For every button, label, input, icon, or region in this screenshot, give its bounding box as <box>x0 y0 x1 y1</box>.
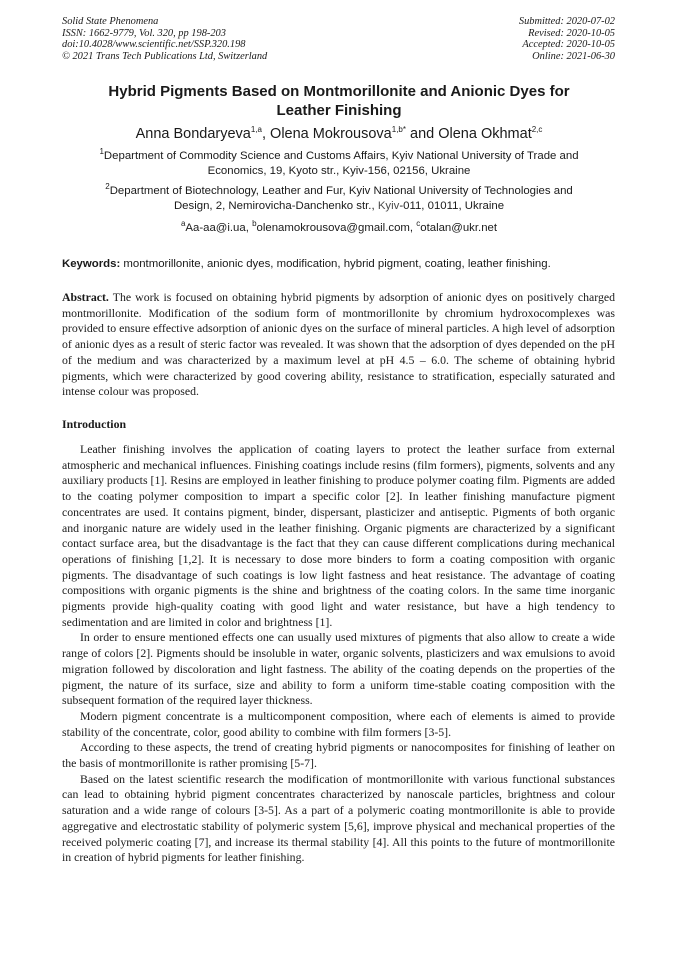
author-separator: and <box>405 126 439 142</box>
title-line-2: Leather Finishing <box>276 102 402 119</box>
affiliation-1 <box>62 149 616 180</box>
journal-doi: doi:10.4028/www.scientific.net/SSP.320.198 <box>62 39 246 51</box>
email-address: otalan@ukr.net <box>420 222 498 234</box>
email-address: Aa-aa@i.ua, <box>185 222 253 234</box>
affiliation-city: Kyiv <box>377 200 400 213</box>
paragraph: Based on the latest scientific research the modification of montmorillonite with various functional substances can lead to obtaining hybrid pigment concentrates characterized by nanoscale particles, brightness and colour saturation and a wide range of colours [3-5]. As a part of a polymeric coating montmorillonite is able to provide aggregative and electrostatic stability of polymeric system [5,6], improve physical and mechanical properties of the received polymeric coating [7], and increase its thermal stability [4]. All this points to the future of montmorillonite in creation of hybrid pigments for leather finishing. <box>62 771 615 865</box>
journal-copyright: © 2021 Trans Tech Publications Ltd, Switzerland <box>62 50 268 62</box>
paragraph: According to these aspects, the trend of creating hybrid pigments or nanocomposites for finishing of leather on the basis of montmorillonite is rather promising [5-7]. <box>62 740 615 771</box>
affiliation-text: Department of Biotechnology, Leather and Fur, Kyiv National University of Technologies and <box>109 185 573 197</box>
publication-dates <box>519 16 615 62</box>
keywords <box>62 257 622 272</box>
keywords-label: Keywords: <box>62 258 121 270</box>
email-mark: b <box>252 219 257 229</box>
paragraph: In order to ensure mentioned effects one can usually used mixtures of pigments that also allow to create a wide range of colors [2]. Pigments should be insoluble in water, organic solvents, plasticizers and wax emulsions to avoid migration followed by discoloration and light fastness. The ability of the coating depends on the properties of the pigment, the nature of its surface, size and ability to form a uniform time-stable coating composition with the subsequent formation of the required layer thickness. <box>62 630 615 708</box>
affiliation-text: Economics, 19, Kyoto str., Kyiv-156, 02156, Ukraine <box>207 165 471 178</box>
journal-name: Solid State Phenomena <box>62 16 159 27</box>
author-separator: , <box>261 126 271 142</box>
affiliation-2 <box>62 184 616 215</box>
date-submitted: Submitted: 2020-07-02 <box>518 16 615 27</box>
author-affiliation-mark: 1,b* <box>391 125 406 135</box>
affiliation-text: Design, 2, Nemirovicha-Danchenko str., <box>173 200 378 213</box>
affiliation-text: Department of Commodity Science and Customs Affairs, Kyiv National University of Trade and <box>103 150 579 162</box>
affiliation-text: -011, 01011, Ukraine <box>399 200 505 213</box>
title-line-1: Hybrid Pigments Based on Montmorillonite and Anionic Dyes for <box>108 83 570 100</box>
keywords-text: montmorillonite, anionic dyes, modification, hybrid pigment, coating, leather finishing. <box>120 258 551 270</box>
date-online: Online: 2021-06-30 <box>532 50 615 62</box>
author-list <box>62 125 616 143</box>
author-name: Olena Mokrousova <box>270 126 392 142</box>
email-mark: c <box>416 219 421 229</box>
paragraph: Modern pigment concentrate is a multicomponent composition, where each of elements is aimed to provide stability of the concentrate, color, good ability to combine with film formers [3-5]. <box>62 708 615 739</box>
journal-info <box>62 16 267 62</box>
email-mark: a <box>180 219 186 229</box>
paper-title <box>62 82 616 120</box>
author-name: Olena Okhmat <box>438 126 532 142</box>
journal-issn: ISSN: 1662-9779, Vol. 320, pp 198-203 <box>62 27 226 39</box>
abstract <box>62 290 615 400</box>
date-revised: Revised: 2020-10-05 <box>528 27 615 39</box>
introduction-body <box>62 442 615 866</box>
abstract-text: The work is focused on obtaining hybrid pigments by adsorption of anionic dyes on positively charged montmorillonite. Modification of the sodium form of montmorillonite by chromium hydroxocomplexes was provided to ensure effective adsorption of anionic dyes on the surface of mineral particles. A high level of adsorption of anionic dyes as a result of steric factor was revealed. It was shown that the adsorption of dyes depended on the pH of the medium and was characterized by a maximum level at pH 4.5 – 6.0. The scheme of obtaining hybrid pigments, which were characterized by good covering ability, resistance to stratification, especially saturated and intense colour was proposed. <box>62 290 615 399</box>
paragraph: Leather finishing involves the application of coating layers to protect the leather surface from external atmospheric and mechanical influences. Finishing coatings include resins (film formers), pigments, solvents and any auxiliary products [1]. Resins are employed in leather finishing to produce polymer coating film. Pigments are added to the coating polymer composition to impart a specific color [2]. In leather finishing manufacture pigment concentrates are used. It contains pigment, binder, dispersant, plasticizer and antiseptic. Pigments of both organic and inorganic nature are widely used in the leather finishing. Organic pigments are characterized by a significant contact surface area, but the disadvantage is the fact that they can cause different complications during mechanical operations of finishing [1,2]. It is necessary to dose more binders to form a coating composition with organic pigments. The disadvantage of such coatings is low light fastness and heat resistance. The advantage of coating compositions with organic pigments is the shine and brightness of the coating colors. In the same time inorganic pigments provide high-quality coating with good light and water resistance, but have a high tendency to sedimentation and are limited in color and brightness [1]. <box>62 442 615 629</box>
affiliation-mark: 1 <box>99 147 104 157</box>
date-accepted: Accepted: 2020-10-05 <box>522 39 615 51</box>
section-heading-introduction: Introduction <box>62 417 127 431</box>
abstract-label: Abstract. <box>62 290 109 304</box>
author-affiliation-mark: 2,c <box>531 125 543 135</box>
author-affiliation-mark: 1,a <box>250 125 262 135</box>
affiliation-mark: 2 <box>105 182 110 192</box>
email-address: olenamokrousova@gmail.com, <box>256 222 417 234</box>
author-emails <box>62 221 616 236</box>
author-name: Anna Bondaryeva <box>135 126 251 142</box>
